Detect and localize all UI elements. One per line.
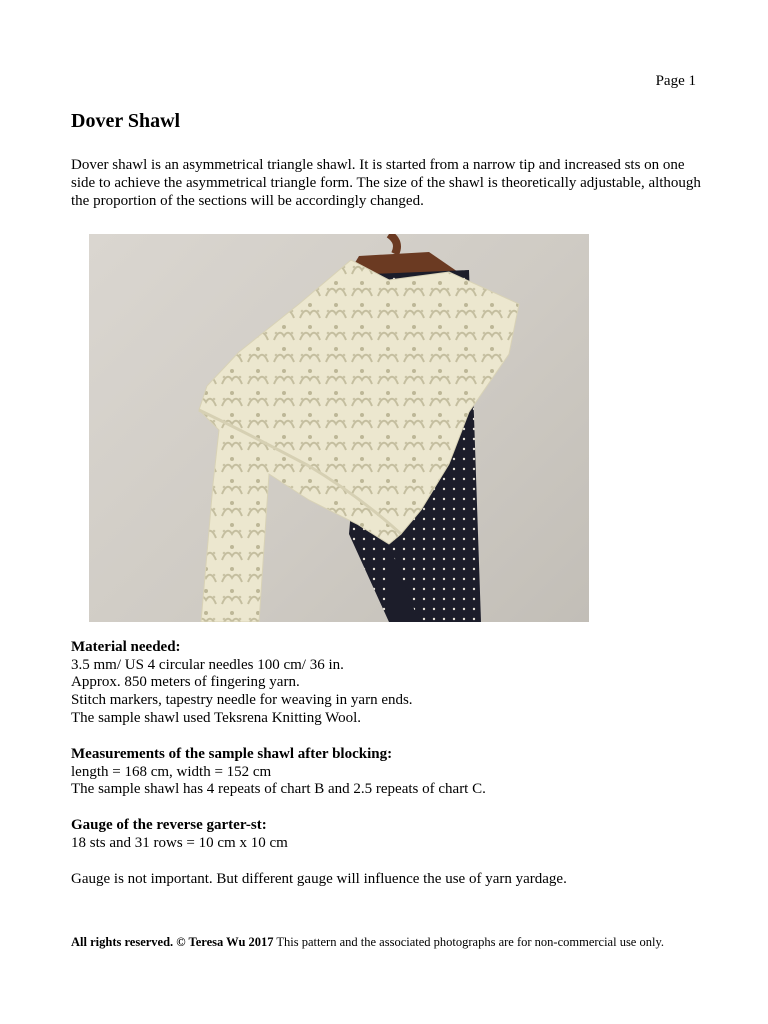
material-line: The sample shawl used Teksrena Knitting Wool. — [71, 709, 362, 726]
material-line: Stitch markers, tapestry needle for weaving in yarn ends. — [71, 692, 413, 709]
gauge-section — [71, 817, 711, 852]
material-section — [71, 639, 711, 728]
measurements-heading: Measurements of the sample shawl after blocking: — [71, 746, 393, 762]
measurements-line: The sample shawl has 4 repeats of chart B and 2.5 repeats of chart C. — [71, 781, 486, 798]
intro-paragraph: Dover shawl is an asymmetrical triangle shawl. It is started from a narrow tip and increased sts on one side to achieve the asymmetrical triangle form. The size of the shawl is theoretically adjustable, although the proportion of the sections will be accordingly changed. — [71, 157, 701, 209]
measurements-line: length = 168 cm, width = 152 cm — [71, 763, 272, 780]
gauge-note: Gauge is not important. But different gauge will influence the use of yarn yardage. — [71, 871, 567, 887]
gauge-line: 18 sts and 31 rows = 10 cm x 10 cm — [71, 834, 288, 851]
page-number: Page 1 — [655, 73, 696, 89]
copyright-notice: All rights reserved. © Teresa Wu 2017 — [71, 935, 274, 949]
material-line: 3.5 mm/ US 4 circular needles 100 cm/ 36 in. — [71, 656, 344, 673]
material-heading: Material needed: — [71, 639, 181, 655]
hanger-hook — [389, 234, 397, 254]
material-line: Approx. 850 meters of fingering yarn. — [71, 674, 300, 691]
usage-notice: This pattern and the associated photographs are for non-commercial use only. — [273, 935, 665, 949]
measurements-section — [71, 746, 711, 799]
shawl-photo — [89, 234, 589, 622]
gauge-heading: Gauge of the reverse garter-st: — [71, 817, 267, 833]
page-title: Dover Shawl — [71, 110, 181, 132]
copyright-footer — [71, 935, 664, 950]
